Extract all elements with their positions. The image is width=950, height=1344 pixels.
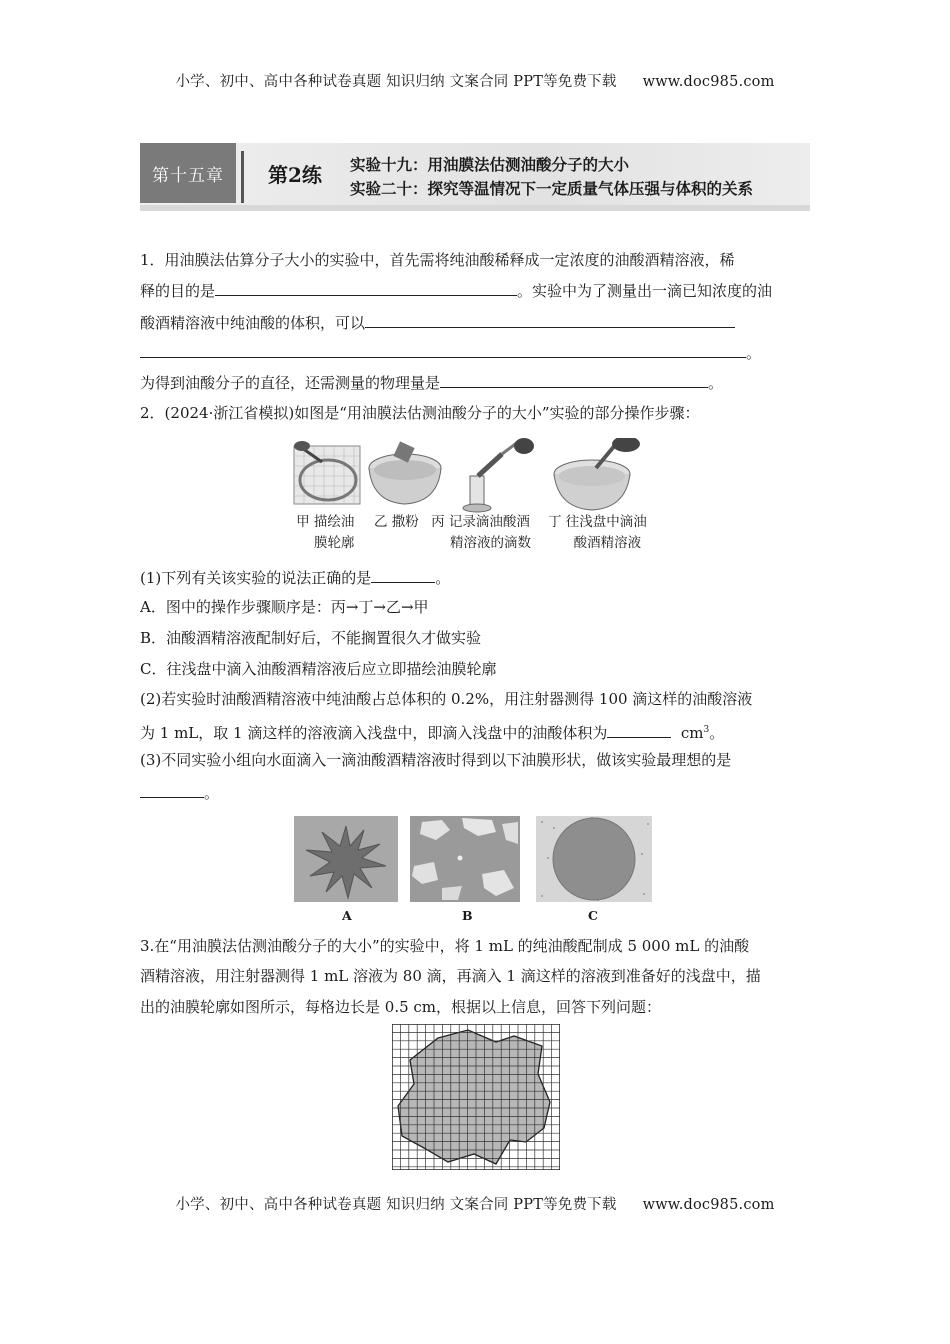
option-c: C．往浅盘中滴入油酸酒精溶液后应立即描绘油膜轮廓 <box>140 660 497 678</box>
q2-unit: cm <box>680 724 704 742</box>
caption-bing: 丙 记录滴油酸酒 精溶液的滴数 <box>431 514 531 551</box>
film-shapes-figure <box>292 814 654 928</box>
step-ding-photo <box>554 438 640 510</box>
chapter-banner <box>140 143 810 211</box>
step-yi-photo <box>369 441 441 504</box>
film-a-photo <box>294 816 398 902</box>
q1-line-5 <box>140 372 723 393</box>
q2-part-2-end: 。 <box>709 724 725 742</box>
q1-blank-1[interactable] <box>215 280 517 296</box>
film-b-photo <box>410 816 520 902</box>
q1-line-4 <box>140 342 761 363</box>
q2-part-2-text: 为 1 mL，取 1 滴这样的溶液滴入浅盘中，即滴入浅盘中的油酸体积为 <box>140 724 608 742</box>
q3-line-1: 3.在“用油膜法估测油酸分子的大小”的实验中，将 1 mL 的纯油酸配制成 5 000 mL 的油酸 <box>140 937 750 955</box>
oil-film-grid <box>392 1024 560 1170</box>
q2-part-1 <box>140 567 450 588</box>
q1-line-2 <box>140 280 772 301</box>
q1-blank-2[interactable] <box>365 312 735 328</box>
caption-ding: 丁 往浅盘中滴油 酸酒精溶液 <box>548 514 647 551</box>
q1-blank-2-cont[interactable] <box>140 342 746 358</box>
q3-line-2: 酒精溶液，用注射器测得 1 mL 溶液为 80 滴，再滴入 1 滴这样的溶液到准备好的浅盘中，描 <box>140 967 761 985</box>
film-shapes-photos <box>292 814 654 904</box>
chapter-label: 第十五章 <box>140 143 236 203</box>
q1-line-2b: 。实验中为了测量出一滴已知浓度的油 <box>517 282 773 300</box>
q1-blank-3[interactable] <box>440 372 708 388</box>
q2-part-1-end: 。 <box>435 569 451 587</box>
q2-part-2-line-2 <box>140 720 724 743</box>
q1-line-4-end: 。 <box>746 344 762 362</box>
banner-title-2: 实验二十：探究等温情况下一定质量气体压强与体积的关系 <box>350 180 754 198</box>
q2-stem: 2．(2024·浙江省模拟)如图是“用油膜法估测油酸分子的大小”实验的部分操作步骤： <box>140 404 700 422</box>
q2-unit-sup: 3 <box>703 725 710 735</box>
film-c-photo <box>536 816 652 902</box>
header-text: 小学、初中、高中各种试卷真题 知识归纳 文案合同 PPT等免费下载 <box>175 74 617 90</box>
q2-part-3-line-2 <box>140 782 219 803</box>
grid-lines <box>392 1024 560 1170</box>
q2-part-3-line-1: (3)不同实验小组向水面滴入一滴油酸酒精溶液时得到以下油膜形状，做该实验最理想的是 <box>140 751 732 769</box>
page-header <box>0 70 950 91</box>
film-label-a: A <box>342 908 352 923</box>
q1-line-3 <box>140 312 735 333</box>
q2-part-2-line-1: (2)若实验时油酸酒精溶液中纯油酸占总体积的 0.2%，用注射器测得 100 滴这样的油酸溶液 <box>140 690 753 708</box>
step-jia-photo <box>294 441 360 504</box>
footer-url[interactable]: www.doc985.com <box>642 1197 775 1213</box>
q1-line-2a: 释的目的是 <box>140 282 216 300</box>
header-url[interactable]: www.doc985.com <box>642 74 775 90</box>
q1-line-5b: 。 <box>708 374 724 392</box>
step-bing-photo <box>463 438 534 512</box>
procedure-figure <box>292 438 666 556</box>
q1-line-5a: 为得到油酸分子的直径，还需测量的物理量是 <box>140 374 441 392</box>
footer-text: 小学、初中、高中各种试卷真题 知识归纳 文案合同 PPT等免费下载 <box>175 1197 617 1213</box>
q2-blank-3[interactable] <box>140 782 204 798</box>
q2-blank-1[interactable] <box>371 567 435 583</box>
lesson-label: 第2练 <box>268 163 322 187</box>
option-b: B．油酸酒精溶液配制好后，不能搁置很久才做实验 <box>140 629 482 647</box>
caption-jia: 甲 描绘油 膜轮廓 <box>296 514 355 551</box>
film-label-b: B <box>462 908 473 923</box>
q1-line-3a: 酸酒精溶液中纯油酸的体积，可以 <box>140 314 366 332</box>
q1-line-1: 1．用油膜法估算分子大小的实验中，首先需将纯油酸稀释成一定浓度的油酸酒精溶液，稀 <box>140 251 735 269</box>
page-footer <box>0 1193 950 1214</box>
caption-yi: 乙 撒粉 <box>374 514 419 530</box>
banner-title-1: 实验十九：用油膜法估测油酸分子的大小 <box>350 156 630 174</box>
q2-part-3-end: 。 <box>204 784 220 802</box>
film-label-c: C <box>588 908 598 923</box>
q2-blank-2[interactable] <box>607 722 671 738</box>
q2-part-1-text: (1)下列有关该实验的说法正确的是 <box>140 569 372 587</box>
q3-line-3: 出的油膜轮廓如图所示，每格边长是 0.5 cm，根据以上信息，回答下列问题： <box>140 998 662 1016</box>
option-a: A．图中的操作步骤顺序是：丙→丁→乙→甲 <box>140 598 429 616</box>
procedure-photos <box>292 438 666 514</box>
